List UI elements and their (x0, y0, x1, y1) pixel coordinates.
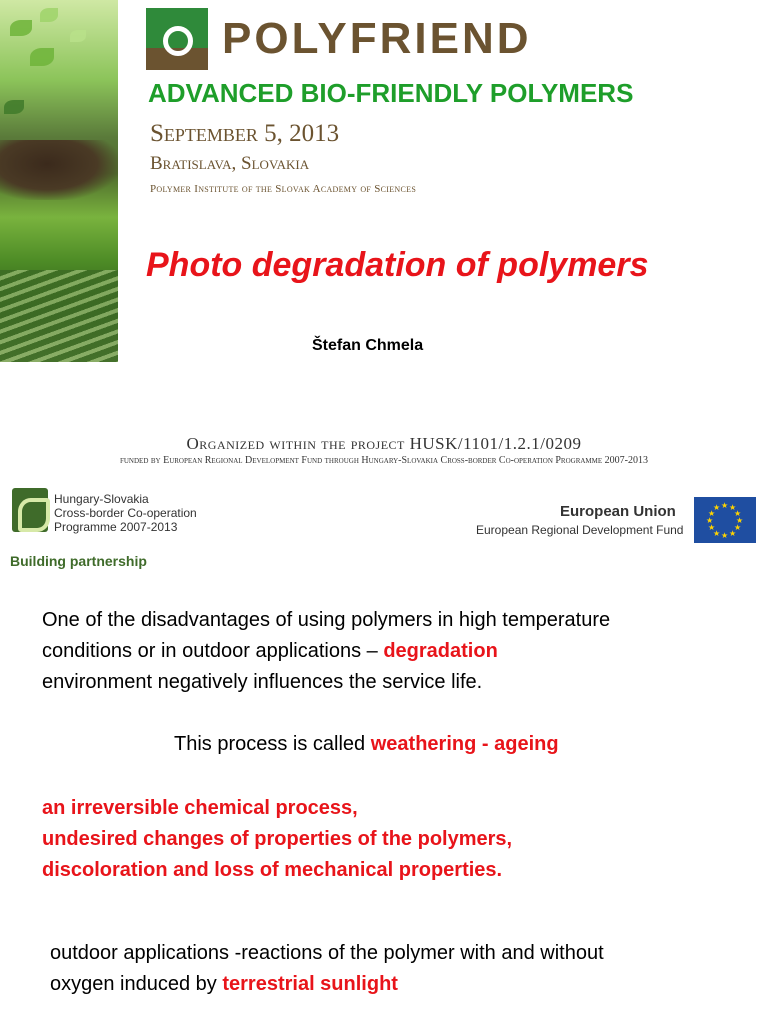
leaf-shape (10, 20, 32, 36)
consequence-list (42, 793, 512, 886)
leaf-shape (4, 100, 24, 114)
text-line: One of the disadvantages of using polymers in high temperature (42, 609, 611, 631)
husk-line: Programme 2007-2013 (54, 520, 178, 534)
text-line (42, 636, 610, 667)
soil-shape (0, 140, 118, 200)
eu-title: European Union (560, 503, 676, 520)
conference-title: ADVANCED BIO-FRIENDLY POLYMERS (148, 78, 634, 108)
header-photo (0, 0, 118, 362)
text-span: This process is called (174, 733, 371, 755)
conference-place: Bratislava, Slovakia (150, 153, 310, 174)
paragraph-intro (42, 605, 610, 698)
logo-text: POLYFRIEND (222, 14, 532, 63)
leaf-shape (70, 30, 86, 42)
husk-tagline: Building partnership (10, 553, 147, 569)
list-item: discoloration and loss of mechanical properties. (42, 859, 503, 881)
eu-flag-icon: ★ ★ ★ ★ ★ ★ ★ ★ ★ ★ ★ ★ (694, 497, 756, 543)
eu-subtitle: European Regional Development Fund (476, 523, 684, 537)
husk-programme-text (54, 492, 197, 534)
husk-line: Cross-border Co-operation (54, 506, 197, 520)
project-organized: Organized within the project HUSK/1101/1.2.1/0209 (186, 434, 582, 453)
text-line: outdoor applications -reactions of the polymer with and without (50, 942, 604, 964)
text-line (50, 969, 604, 1000)
conference-date: September 5, 2013 (150, 120, 340, 147)
text-span: oxygen induced by (50, 973, 223, 995)
paragraph-outdoor (50, 938, 604, 1000)
paragraph-weathering (174, 729, 559, 760)
highlight-weathering: weathering - ageing (370, 733, 559, 755)
project-funded: funded by European Regional Development Fund through Hungary-Slovakia Cross-border Co-operation Programme 2007-2013 (119, 455, 648, 466)
list-item: an irreversible chemical process, (42, 797, 358, 819)
text-span: conditions or in outdoor applications – (42, 640, 384, 662)
talk-title: Photo degradation of polymers (146, 246, 649, 284)
institute-name: Polymer Institute of the Slovak Academy of Sciences (150, 183, 417, 195)
husk-logo-icon (12, 488, 48, 532)
author-name: Štefan Chmela (312, 337, 424, 354)
leaf-shape (30, 48, 54, 66)
leaf-shape (40, 8, 58, 22)
highlight-degradation: degradation (383, 640, 498, 662)
highlight-sunlight: terrestrial sunlight (222, 973, 398, 995)
text-line: environment negatively influences the service life. (42, 671, 483, 693)
husk-line: Hungary-Slovakia (54, 492, 149, 506)
logo-mark-icon (146, 8, 208, 70)
field-rows (0, 270, 118, 362)
list-item: undesired changes of properties of the polymers, (42, 828, 513, 850)
